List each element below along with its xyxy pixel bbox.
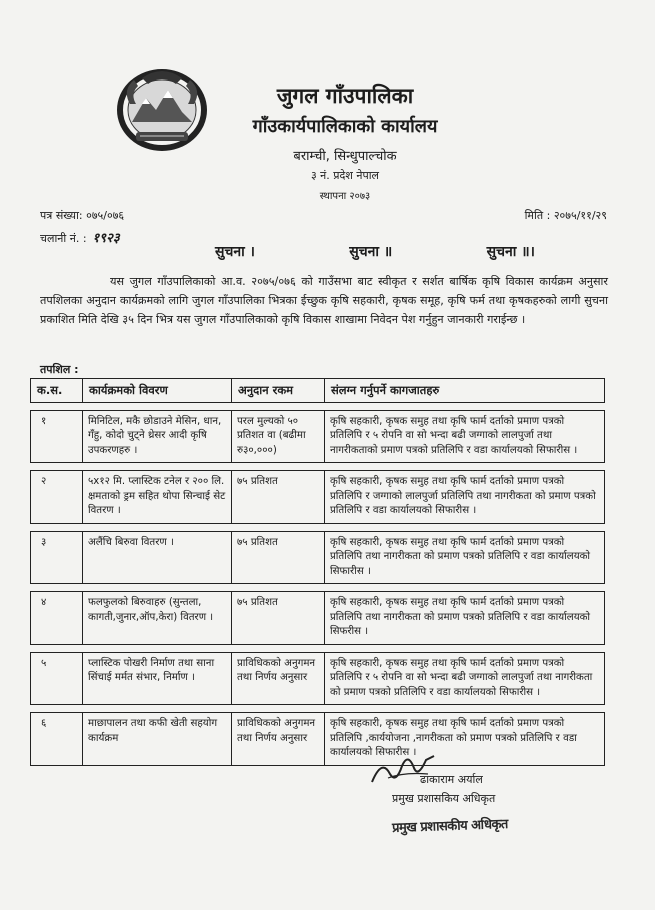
row-grant: प्राविधिकको अनुगमन तथा निर्णय अनुसार <box>232 652 325 705</box>
row-serial: ३ <box>31 531 83 584</box>
signatory-title: प्रमुख प्रशासकिय अधिकृत <box>392 792 496 805</box>
row-program: माछापालन तथा कफी खेती सहयोग कार्यक्रम <box>83 713 232 766</box>
row-grant: ७५ प्रतिशत <box>232 531 325 584</box>
letter-date: मिति : २०७५/११/२९ <box>524 209 607 222</box>
dispatch-label: चलानी नं. : <box>40 232 87 245</box>
row-program: ५x१२ मि. प्लास्टिक टनेल र २०० लि. क्षमताको ड्रम सहित थोपा सिन्चाई सेट वितरण । <box>83 471 232 524</box>
row-documents: कृषि सहकारी, कृषक समुह तथा कृषि फार्म दर्ताको प्रमाण पत्रको प्रतिलिपि तथा नागरीकता को प्रमाण पत्रको प्रतिलिपि र वडा कार्यालयको सिफरीस । <box>325 592 605 645</box>
row-serial: ४ <box>31 592 83 645</box>
notice-word: सुचना ॥ <box>349 244 393 260</box>
col-program: कार्यक्रमको विवरण <box>83 379 232 403</box>
table-row <box>31 471 605 524</box>
table-row <box>31 713 605 766</box>
col-grant: अनुदान रकम <box>232 379 325 403</box>
program-table <box>30 378 605 766</box>
row-program: प्लास्टिक पोखरी निर्माण तथा साना सिंचाई मर्मत संभार, निर्माण । <box>83 652 232 705</box>
dispatch-number <box>40 228 120 246</box>
row-documents: कृषि सहकारी, कृषक समुह तथा कृषि फार्म दर्ताको प्रमाण पत्रको प्रतिलिपि ,कार्ययोजना ,नागरीकता को प्रमाण पत्रको प्रतिलिपि र वडा कार्यालयको सिफारीस । <box>325 713 605 766</box>
row-documents: कृषि सहकारी, कृषक समुह तथा कृषि फार्म दर्ताको प्रमाण पत्रको प्रतिलिपि तथा नागरीकता को प्रमाण पत्रको प्रतिलिपि र वडा कार्यालयको सिफारीस । <box>325 531 605 584</box>
row-grant: ७५ प्रतिशत <box>232 471 325 524</box>
office-name: गाँउकार्यपालिकाको कार्यालय <box>252 116 438 137</box>
notice-body: यस जुगल गाँउपालिकाको आ.व. २०७५/०७६ को गाउँसभा बाट स्वीकृत र सर्शत बार्षिक कृषि विकास कार्यक्रम अनुसार तपशिलका अनुदान कार्यक्रमको लागि जुगल गाँउपालिका भित्रका ईच्छुक कृषि सहकारी, कृषक समूह, कृषि फर्म तथा कृषकहरुको लागी सुचना प्रकाशित मिति देखि ३५ दिन भित्र यस जुगल गाँउपालिकाको कृषि विकास शाखामा निवेदन पेश गर्नुहुन जानकारी गराईन्छ । <box>40 275 608 326</box>
row-program: फलफुलको बिरुवाहरु (सुन्तला, कागती,जुनार,ऑप,केरा) वितरण । <box>83 592 232 645</box>
table-header-row <box>31 379 605 403</box>
org-name: जुगल गाँउपालिका <box>276 84 414 108</box>
details-label: तपशिल : <box>40 363 79 376</box>
row-serial: १ <box>31 410 83 463</box>
col-documents: संलग्न गर्नुपर्ने कागजातहरु <box>325 379 605 403</box>
table-row <box>31 531 605 584</box>
table-row <box>31 592 605 645</box>
row-grant: प्राविधिकको अनुगमन तथा निर्णय अनुसार <box>232 713 325 766</box>
row-documents: कृषि सहकारी, कृषक समुह तथा कृषि फार्म दर्ताको प्रमाण पत्रको प्रतिलिपि र ५ रोपनि वा सो भन्दा बढी जग्गाको लालपुर्जा तथा नागरीकताको प्रमाण पत्रको प्रतिलिपि र वडा कार्यालयको सिफारीस । <box>325 410 605 463</box>
table-row <box>31 652 605 705</box>
notice-heading <box>215 242 535 261</box>
table-row <box>31 410 605 463</box>
signatory-name: ढाकाराम अर्याल <box>420 773 483 786</box>
dispatch-value: १९२३ <box>92 231 120 246</box>
row-program: मिनिटिल, मकै छोडाउने मेसिन, धान, गँहु, कोदो चुट्ने थ्रेसर आदी कृषि उपकरणहरु । <box>83 410 232 463</box>
notice-word: सुचना ॥। <box>486 244 535 260</box>
reference-number: पत्र संख्या: ०७५/०७६ <box>40 209 125 222</box>
row-serial: २ <box>31 471 83 524</box>
established-year: स्थापना २०७३ <box>319 191 371 202</box>
notice-word: सुचना । <box>215 244 255 260</box>
office-location: बराम्ची, सिन्धुपाल्चोक <box>293 149 397 164</box>
row-serial: ५ <box>31 652 83 705</box>
row-documents: कृषि सहकारी, कृषक समुह तथा कृषि फार्म दर्ताको प्रमाण पत्रको प्रतिलिपि र ५ रोपनि वा सो भन्दा बढी जग्गाको लालपुर्जा तथा नागरीकता को प्रमाण पत्रको प्रतिलिपि र वडा कार्यालयको सिफारीस । <box>325 652 605 705</box>
row-program: अलैंचि बिरुवा वितरण । <box>83 531 232 584</box>
row-grant: ७५ प्रतिशत <box>232 592 325 645</box>
row-grant: परल मुल्यको ५० प्रतिशत वा (बढीमा रु३०,०००) <box>232 410 325 463</box>
official-stamp: प्रमुख प्रशासकीय अधिकृत <box>391 816 509 837</box>
col-serial: क.स. <box>31 379 83 403</box>
row-documents: कृषि सहकारी, कृषक समुह तथा कृषि फार्म दर्ताको प्रमाण पत्रको प्रतिलिपि र जग्गाको लालपुर्जा प्रतिलिपि तथा नागरीकता को प्रमाण पत्रको प्रतिलिपि र वडा कार्यालयको सिफारीस । <box>325 471 605 524</box>
row-serial: ६ <box>31 713 83 766</box>
province: ३ नं. प्रदेश नेपाल <box>310 169 380 182</box>
